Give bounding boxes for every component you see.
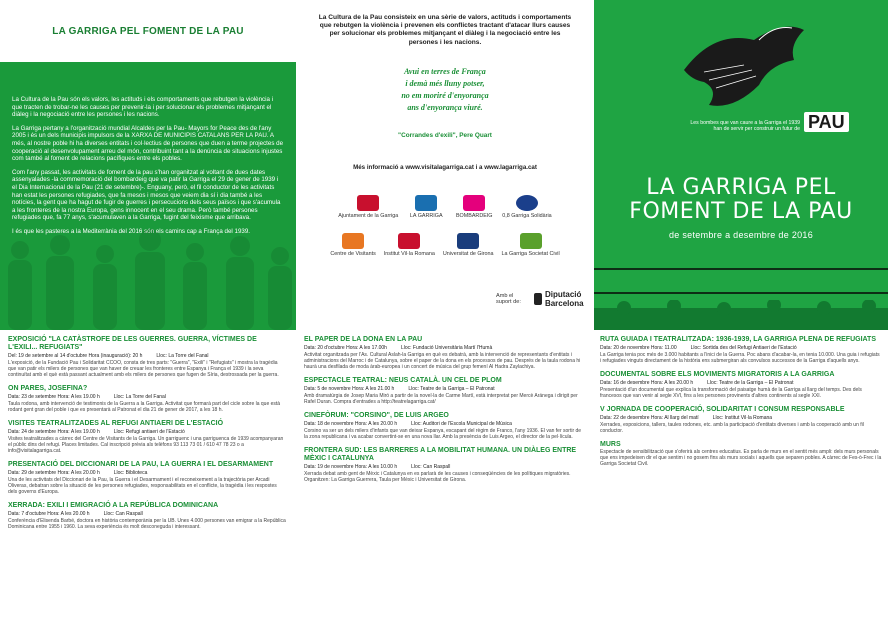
event-title: EXPOSICIÓ "LA CATÀSTROFE DE LES GUERRES. GUERRA, VÍCTIMES DE L'EXILI... REFUGIATS"	[8, 336, 257, 351]
event-where: Lloc: Institut Vil·la Romana	[712, 415, 773, 421]
events-column-1	[8, 336, 286, 537]
event-when: Data: 18 de novembre Hora: A les 20.00 h	[304, 421, 398, 427]
event-when: Data: 20 d'octubre Hora: A les 17.00h	[304, 345, 387, 351]
left-paragraph: Com l'any passat, les activitats de foment de la pau s'han organitzat al voltant de dues dates assenyalades -la commemoració del bombardeig que va patir la Garriga el 29 de gener de 1939 i el Dia Internacional de la Pau (21 de setembre)-. Enguany, però, el fil conductor de les activitats han estat les persones refugiades, que fa mesos i mesos que veiem dia sí i dia també a les notícies, la gent que ha hagut de fugir de guerres i persecucions dels seus països i que s'acumula a les fronteres de la nostra Europa, gens innocent en el seu drama. Però també persones refugiades que, fa 77 anys, s'acumulaven a la Garriga, fugint del feixisme que arribava.	[12, 168, 281, 222]
barbed-wire	[594, 268, 888, 270]
crowd-silhouette-image	[594, 300, 888, 330]
event-title: V JORNADA DE COOPERACIÓ, SOLIDARITAT I CONSUM RESPONSABLE	[600, 406, 845, 413]
event-desc: Xerrades, exposicions, tallers, taules rodones, etc. amb la participació d'entitats diverses i amb la cooperació amb un fil conductor.	[600, 422, 864, 434]
logo-solidaria: 0,8 Garriga Solidària	[502, 190, 551, 224]
garriga-icon	[415, 195, 437, 211]
event-title: ESPECTACLE TEATRAL: NEUS CATALÀ. UN CEL DE PLOM	[304, 377, 502, 384]
event-desc: Corsino va ser un dels milers d'infants que van deixar Espanya, escapant del règim de Franco, l'any 1936. El van fer sortir de la zona republicana i va acabar convertint-se en una nova llar. Amb la presència de Luis Argeo, el director de la pel·lícula.	[304, 428, 582, 440]
event-where: Lloc: La Torre del Fanal	[156, 353, 209, 359]
event-desc: Una de les activitats del Diccionari de la Pau, la Guerra i el Desarmament i el reconeixement a la trajectòria per Arcadi Oliveras, debatran sobre la situació de les persones refugiades, responsabilitats en el conflicte, la tragèdia i les respostes dels governs d'Europa.	[8, 477, 277, 495]
diputacio-logo: Diputació Barcelona	[534, 290, 594, 308]
event-desc: Conferència d'Elisenda Barbé, doctora en història contemporània per la UB. Unes 4.000 persones van emigrar a la República Dominicana entre 1955 i 1960. La seva experiència és molt desconeguda i interessant.	[8, 518, 286, 530]
logo-bombardeig: BOMBARDEIG	[454, 190, 494, 224]
left-panel-title: LA GARRIGA PEL FOMENT DE LA PAU	[52, 25, 244, 37]
logo-institut: Institut Vil·la Romana	[384, 228, 435, 262]
event-desc: Xerrada debat amb gent de Mèxic i Catalunya en es parlarà de les causes i conseqüències de les polítiques migratòries. Organitzen: La Garriga Guerrera, Taula per Mèxic i Universitat de Girona.	[304, 471, 571, 483]
event-where: Lloc: Refugi antiaeri de l'Estació	[113, 429, 185, 435]
main-title	[594, 176, 888, 224]
poem-citation: "Corrandes d'exili", Pere Quart	[398, 132, 492, 139]
event-where: Lloc: Teatre de la Garriga – El Patronat	[707, 380, 794, 386]
event-when: Del: 19 de setembre al 14 d'octubre Hora (inauguració): 20 h	[8, 353, 143, 359]
shield-icon	[357, 195, 379, 211]
event-desc: Amb dramatúrgia de Josep Maria Miró a partir de la novel·la de Carme Martí, està interpretat per Mercè Aránega i dirigit per Rafel Duran. Compra d'entrades a http://teatrelagarriga.cat/	[304, 393, 578, 405]
event-desc: Espectacle de sensibilització que s'oferirà als centres educatius. Es parla de murs en el sentit més ampli: dels murs personals que ens impedeixen dir el que sentim i no gosem fins als murs socials i aquells que separen pobles. A càrrec de Fes-ò-Frec i la Garriga Societat Civil.	[600, 449, 882, 467]
main-title-line: FOMENT DE LA PAU	[629, 199, 853, 224]
event-when: Data: 23 de setembre Hora: A les 19.00 h	[8, 394, 100, 400]
event-where: Lloc: Can Raspall	[411, 464, 451, 470]
event-item	[304, 447, 586, 483]
partner-logos	[314, 190, 576, 262]
pau-slogan	[690, 112, 849, 132]
event-item	[8, 461, 286, 495]
more-info-link[interactable]: Més informació a www.visitalagarriga.cat i a www.lagarriga.cat	[353, 164, 537, 171]
left-paragraph: La Cultura de la Pau són els valors, les actituds i els comportaments que rebutgen la violència i que tracten de trobar-ne les causes per prevenir-la i per solucionar els problemes mitjançant el diàleg i la negociació entre les persones i les nacions.	[12, 96, 274, 119]
event-item	[600, 406, 882, 434]
event-when: Data: 29 de setembre Hora: A les 20.00 h	[8, 470, 100, 476]
event-title: RUTA GUIADA I TEATRALITZADA: 1936-1939, LA GARRIGA PLENA DE REFUGIATS	[600, 336, 876, 343]
event-title: PRESENTACIÓ DEL DICCIONARI DE LA PAU, LA GUERRA I EL DESARMAMENT	[8, 461, 274, 468]
event-desc: Activitat organitzada per l'As. Cultural Aslah-la Garriga en què es debatrà, amb la intervenció de representants d'entitats i administracions del Marroc i de Catalunya, sobre el paper de la dona en els processos de pau. Després de la taula rodona hi haurà una desfilada de moda àrab-europea i un concert de música del grup femení Al Hadra Zaylachiya.	[304, 352, 581, 370]
event-item	[8, 385, 286, 413]
event-item	[600, 441, 882, 467]
dove-icon	[674, 10, 814, 120]
main-subtitle: de setembre a desembre de 2016	[668, 230, 814, 240]
left-paragraph: I és que les pasteres a la Mediterrània del 2016 són els camins cap a França del 1939.	[12, 227, 251, 235]
event-item	[8, 420, 286, 454]
main-title-line: LA GARRIGA PEL	[646, 175, 836, 200]
poem	[296, 66, 594, 114]
barbed-wire	[594, 292, 888, 294]
event-when: Data: 22 de desembre Hora: Al llarg del matí	[600, 415, 699, 421]
logo-ajuntament: Ajuntament de la Garriga	[338, 190, 398, 224]
event-desc: La Garriga tenia poc més de 3.000 habitants a l'inici de la Guerra. Poc abans d'acabar-la, en tenia 10.000. Una guia i refugiats i refugiades vinguts directament de la història ens submergiran als convulsos successos de la Garriga d'aquells anys.	[600, 352, 880, 364]
right-panel	[594, 0, 888, 330]
event-where: Lloc: Fundació Universitària Martí l'Humà	[400, 345, 493, 351]
left-panel	[0, 0, 296, 330]
university-icon	[457, 233, 479, 249]
school-icon	[398, 233, 420, 249]
pau-caption: Les bombes que van caure a la Garriga el 1939 han de servir per construir un futur de	[690, 120, 800, 132]
event-where: Lloc: Teatre de la Garriga – El Patronat	[408, 386, 495, 392]
event-title: DOCUMENTAL SOBRE ELS MOVIMENTS MIGRATORIS A LA GARRIGA	[600, 371, 835, 378]
event-title: EL PAPER DE LA DONA EN LA PAU	[304, 336, 423, 343]
event-title: XERRADA: EXILI I EMIGRACIÓ A LA REPÚBLICA DOMINICANA	[8, 502, 219, 509]
event-where: Lloc: Biblioteca	[113, 470, 148, 476]
logo-la-garriga: LA GARRIGA	[406, 190, 446, 224]
poem-line: Avui en terres de França	[404, 67, 486, 76]
event-item	[8, 502, 286, 530]
event-desc: Presentació d'un documental que explica la transformació del paisatge humà de la Garriga al llarg del temps. Des dels francesos que van venir al segle XVI, fins a les persones provinents d'altres continents al segle XXI.	[600, 387, 862, 399]
culture-of-peace-intro: La Cultura de la Pau consisteix en una sèrie de valors, actituds i comportaments que rebutgen la violència i prevenen els conflictes tractant d'atacar llurs causes per solucionar els problemes mitjançant el diàleg i la negociació entre les persones i les nacions.	[318, 14, 572, 46]
event-title: ON PARES, JOSEFINA?	[8, 385, 88, 392]
event-title: FRONTERA SUD: LES BARRERES A LA MOBILITAT HUMANA. UN DIÀLEG ENTRE MÈXIC I CATALUNYA	[304, 447, 577, 462]
poem-line: no em moriré d'enyorança	[401, 91, 489, 100]
support-label: Amb el suport de:	[496, 293, 521, 305]
event-desc: Taula rodona, amb intervenció de testimonis de la Guerra a la Garriga. Activitat que formarà part del cicle sobre la que està rodant gent gran del poble i que es presentarà al Patronat el dia 21 de gener de 2017, a les 18 h.	[8, 401, 281, 413]
event-title: MURS	[600, 441, 621, 448]
event-where: Lloc: Auditori de l'Escola Municipal de Música	[411, 421, 512, 427]
event-item	[600, 336, 882, 364]
building-icon	[342, 233, 364, 249]
event-title: CINEFÒRUM: "CORSINO", DE LUIS ARGEO	[304, 412, 449, 419]
event-where: Lloc: Sortida des del Refugi Antiaeri de l'Estació	[690, 345, 797, 351]
event-when: Data: 5 de novembre Hora: A les 21.00 h	[304, 386, 395, 392]
event-item	[304, 377, 586, 405]
logo-societat-civil: La Garriga Societat Civil	[502, 228, 560, 262]
event-item	[600, 371, 882, 399]
event-where: Lloc: La Torre del Fanal	[113, 394, 166, 400]
event-when: Data: 19 de novembre Hora: A les 10.00 h	[304, 464, 398, 470]
support-section	[496, 290, 594, 308]
event-desc: L'exposició, de la Fundació Pau i Solidaritat CCOO, consta de tres parts: "Guerra", "Exili" i "Refugiats" i mostra la tragèdia que van patir els milers de persones que van haver de creuar les fronteres entre Espanya i França el 1939 i la seva continuïtat amb el què està passant actualment amb els milers de persones que fugen de Síria, destrossada per la guerra.	[8, 360, 279, 378]
left-panel-header	[0, 0, 296, 62]
events-column-3	[600, 336, 882, 474]
pau-word: PAU	[804, 112, 849, 132]
event-when: Data: 16 de desembre Hora: A les 20.00 h	[600, 380, 694, 386]
globe-icon	[516, 195, 538, 211]
event-when: Data: 20 de novembre Hora: 11.00	[600, 345, 677, 351]
events-column-2	[304, 336, 586, 490]
logo-centre-visitants: Centre de Visitants	[330, 228, 375, 262]
diputacio-icon	[534, 293, 542, 305]
event-where: Lloc: Can Raspall	[103, 511, 143, 517]
logo-udg: Universitat de Girona	[443, 228, 494, 262]
event-item	[304, 336, 586, 370]
event-item	[8, 336, 286, 378]
middle-panel	[296, 0, 594, 330]
event-when: Data: 7 d'octubre Hora: A les 20.00 h	[8, 511, 90, 517]
poem-line: ans d'enyorança viuré.	[407, 103, 483, 112]
event-when: Data: 24 de setembre Hora: A les 19.00 h	[8, 429, 100, 435]
event-title: VISITES TEATRALITZADES AL REFUGI ANTIAERI DE L'ESTACIÓ	[8, 420, 224, 427]
left-paragraph: La Garriga pertany a l'organització mundial Alcaldes per la Pau- Mayors for Peace des de l'any 2005 i és un dels municipis impulsors de la XARXA DE MUNICIPIS CATALANS PER LA PAU. A més, al nostre poble hi ha diverses entitats i col·lectius de persones que duen a terme projectes de cooperació al desenvolupament arreu del món, contribuint tant a la denúncia de situacions injustes com també al foment de relacions pacífiques entre els pobles.	[12, 124, 284, 163]
poem-line: i demà més lluny potser,	[405, 79, 485, 88]
bomb-icon	[463, 195, 485, 211]
tree-icon	[520, 233, 542, 249]
left-panel-body	[0, 62, 296, 236]
event-desc: Visites teatralitzades a càrrec del Centre de Visitants de la Garriga. Un garriguenc i una garriguenca de 1939 acompanyaran el públic dins del refugi. Places limitades. Cal inscripció prèvia als telèfons 93 113 73 01 / 610 47 78 23 o a info@visitalagarriga.cat.	[8, 436, 284, 454]
event-item	[304, 412, 586, 440]
